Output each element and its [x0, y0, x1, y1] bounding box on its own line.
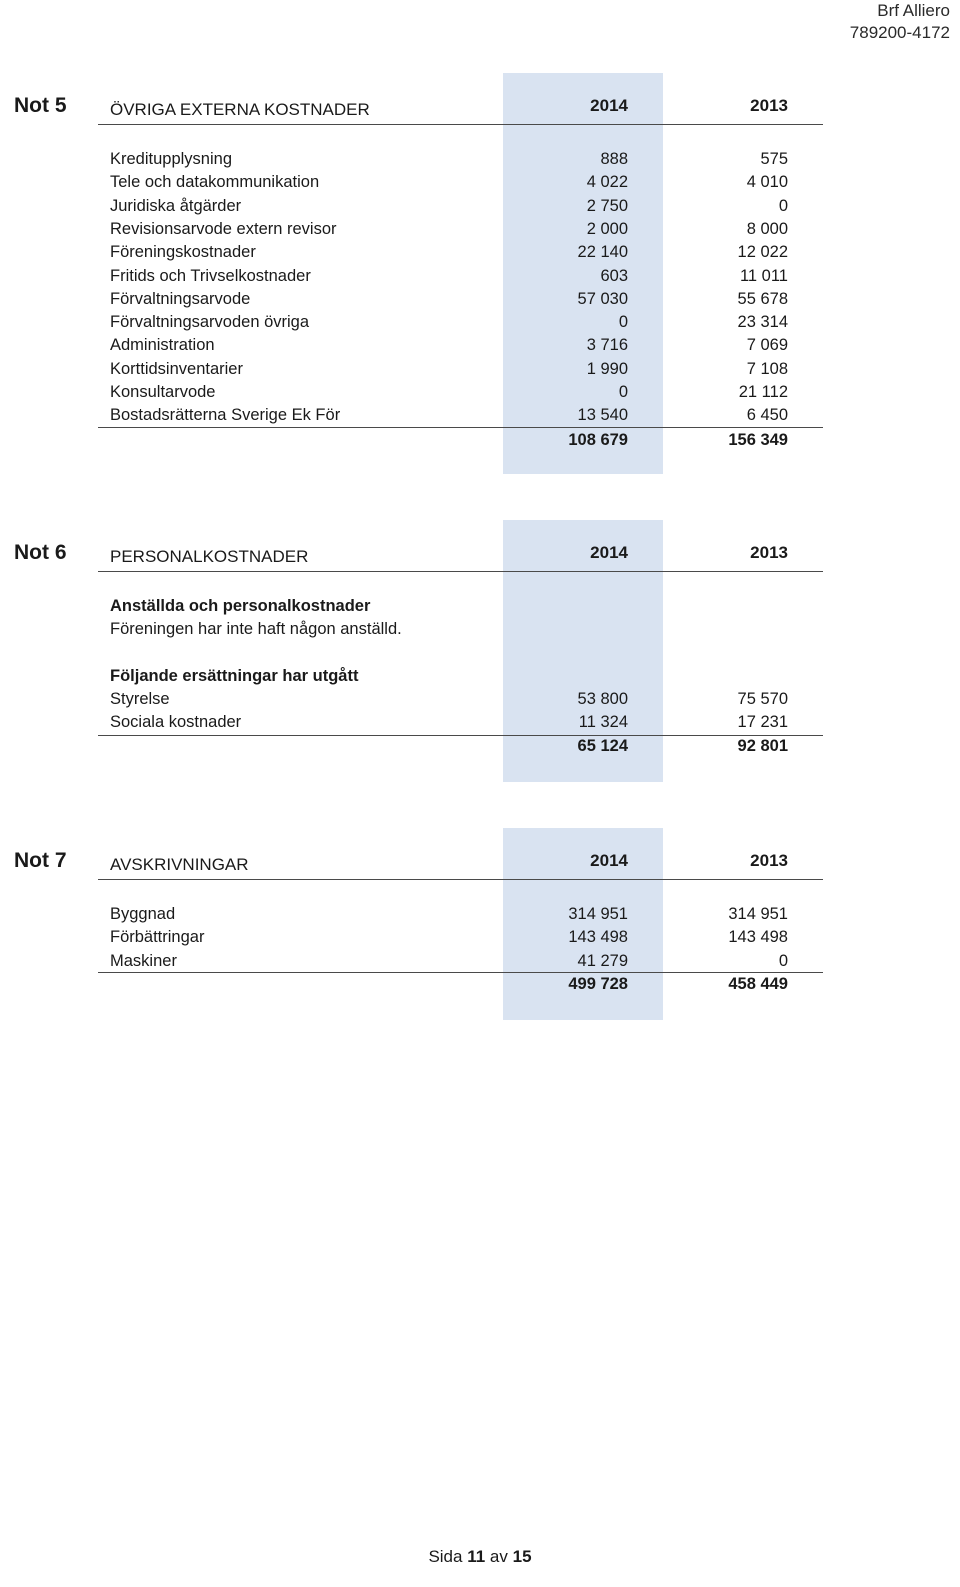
value-2013: 7 108 — [746, 359, 788, 378]
value-2013: 12 022 — [737, 243, 788, 262]
year-2014: 2014 — [590, 543, 628, 562]
table-row — [0, 288, 832, 311]
value-2014: 888 — [600, 150, 628, 168]
note-text-content: Föreningen har inte haft någon anställd. — [110, 620, 402, 638]
footer-middle: av — [489, 1547, 508, 1566]
row-label: Kreditupplysning — [110, 150, 232, 168]
row-label: Maskiner — [110, 951, 177, 970]
value-2013: 8 000 — [746, 219, 788, 238]
value-2013: 17 231 — [737, 713, 788, 732]
total-row — [0, 735, 832, 758]
note-header — [0, 845, 832, 883]
divider — [98, 427, 823, 428]
footer-prefix: Sida — [428, 1547, 463, 1566]
table-row — [0, 358, 832, 381]
row-label: Bostadsrätterna Sverige Ek För — [110, 406, 341, 425]
row-label: Juridiska åtgärder — [110, 196, 242, 215]
subheading — [0, 665, 832, 688]
year-2014: 2014 — [590, 851, 628, 870]
value-2014: 13 540 — [577, 406, 628, 425]
subheading-text: Anställda och personalkostnader — [110, 597, 371, 615]
row-label: Konsultarvode — [110, 383, 216, 401]
total-2013: 92 801 — [737, 737, 788, 755]
row-label: Förvaltningsarvoden övriga — [110, 313, 310, 332]
note-header — [0, 90, 832, 128]
value-2014: 53 800 — [577, 690, 628, 708]
total-2014: 108 679 — [568, 431, 628, 449]
value-2013: 7 069 — [746, 336, 788, 355]
value-2014: 1 990 — [586, 359, 628, 378]
org-number: 789200-4172 — [849, 23, 950, 42]
value-2014: 0 — [618, 383, 628, 401]
table-row — [0, 404, 832, 427]
table-row — [0, 241, 832, 264]
table-row — [0, 218, 832, 241]
total-2013: 156 349 — [728, 431, 788, 449]
table-row — [0, 311, 832, 334]
value-2013: 23 314 — [737, 313, 788, 332]
table-row — [0, 950, 832, 973]
value-2013: 55 678 — [737, 289, 788, 308]
subheading — [0, 595, 832, 618]
total-2014: 499 728 — [568, 975, 628, 993]
company-name: Brf Alliero — [877, 1, 950, 20]
value-2013: 143 498 — [728, 928, 788, 947]
note-title: AVSKRIVNINGAR — [110, 855, 249, 874]
value-2014: 11 324 — [578, 713, 628, 732]
row-label: Styrelse — [110, 690, 170, 708]
year-2013: 2013 — [750, 96, 788, 115]
row-label: Förbättringar — [110, 928, 205, 947]
row-label: Administration — [110, 336, 215, 355]
value-2014: 4 022 — [586, 173, 628, 192]
note-label: Not 6 — [14, 541, 67, 564]
row-label: Korttidsinventarier — [110, 359, 243, 378]
page-header — [850, 0, 950, 44]
value-2014: 41 279 — [577, 951, 628, 970]
value-2013: 6 450 — [746, 406, 788, 425]
note-title: ÖVRIGA EXTERNA KOSTNADER — [110, 100, 370, 119]
subheading-text: Följande ersättningar har utgått — [110, 667, 359, 685]
divider — [98, 571, 823, 572]
total-2013: 458 449 — [728, 975, 788, 993]
value-2013: 21 112 — [738, 383, 788, 401]
row-label: Föreningskostnader — [110, 243, 256, 262]
total-2014: 65 124 — [577, 737, 628, 755]
divider — [98, 879, 823, 880]
footer-total: 15 — [512, 1547, 532, 1566]
value-2014: 143 498 — [568, 928, 628, 947]
value-2014: 57 030 — [577, 289, 628, 308]
table-row — [0, 265, 832, 288]
table-row — [0, 903, 832, 926]
value-2013: 11 011 — [739, 266, 788, 285]
note-text — [0, 618, 832, 641]
value-2013: 0 — [778, 951, 788, 970]
value-2014: 2 000 — [586, 219, 628, 238]
table-row — [0, 171, 832, 194]
value-2014: 2 750 — [586, 196, 628, 215]
table-row — [0, 381, 832, 404]
row-label: Förvaltningsarvode — [110, 289, 251, 308]
note-header — [0, 537, 832, 575]
table-row — [0, 711, 832, 734]
value-2013: 314 951 — [728, 905, 788, 923]
total-row — [0, 973, 832, 996]
value-2013: 75 570 — [737, 690, 788, 708]
year-2013: 2013 — [750, 543, 788, 562]
total-row — [0, 429, 832, 452]
table-row — [0, 334, 832, 357]
row-label: Tele och datakommunikation — [110, 173, 320, 192]
divider — [98, 124, 823, 125]
value-2014: 22 140 — [577, 243, 628, 262]
row-label: Byggnad — [110, 905, 176, 923]
year-2013: 2013 — [750, 851, 788, 870]
value-2013: 0 — [778, 196, 788, 215]
footer-page: 11 — [467, 1547, 486, 1566]
row-label: Revisionsarvode extern revisor — [110, 219, 337, 238]
note-label: Not 7 — [14, 849, 67, 872]
note-title: PERSONALKOSTNADER — [110, 547, 309, 566]
table-row — [0, 195, 832, 218]
year-2014: 2014 — [590, 96, 628, 115]
value-2014: 3 716 — [586, 336, 628, 355]
value-2014: 314 951 — [568, 905, 628, 923]
table-row — [0, 926, 832, 949]
row-label: Fritids och Trivselkostnader — [110, 266, 311, 285]
page-footer — [0, 1547, 960, 1567]
value-2014: 0 — [618, 313, 628, 332]
table-row — [0, 148, 832, 171]
table-row — [0, 688, 832, 711]
value-2013: 575 — [760, 150, 788, 168]
value-2013: 4 010 — [746, 173, 788, 192]
row-label: Sociala kostnader — [110, 713, 242, 732]
value-2014: 603 — [600, 266, 628, 285]
note-label: Not 5 — [14, 94, 67, 117]
